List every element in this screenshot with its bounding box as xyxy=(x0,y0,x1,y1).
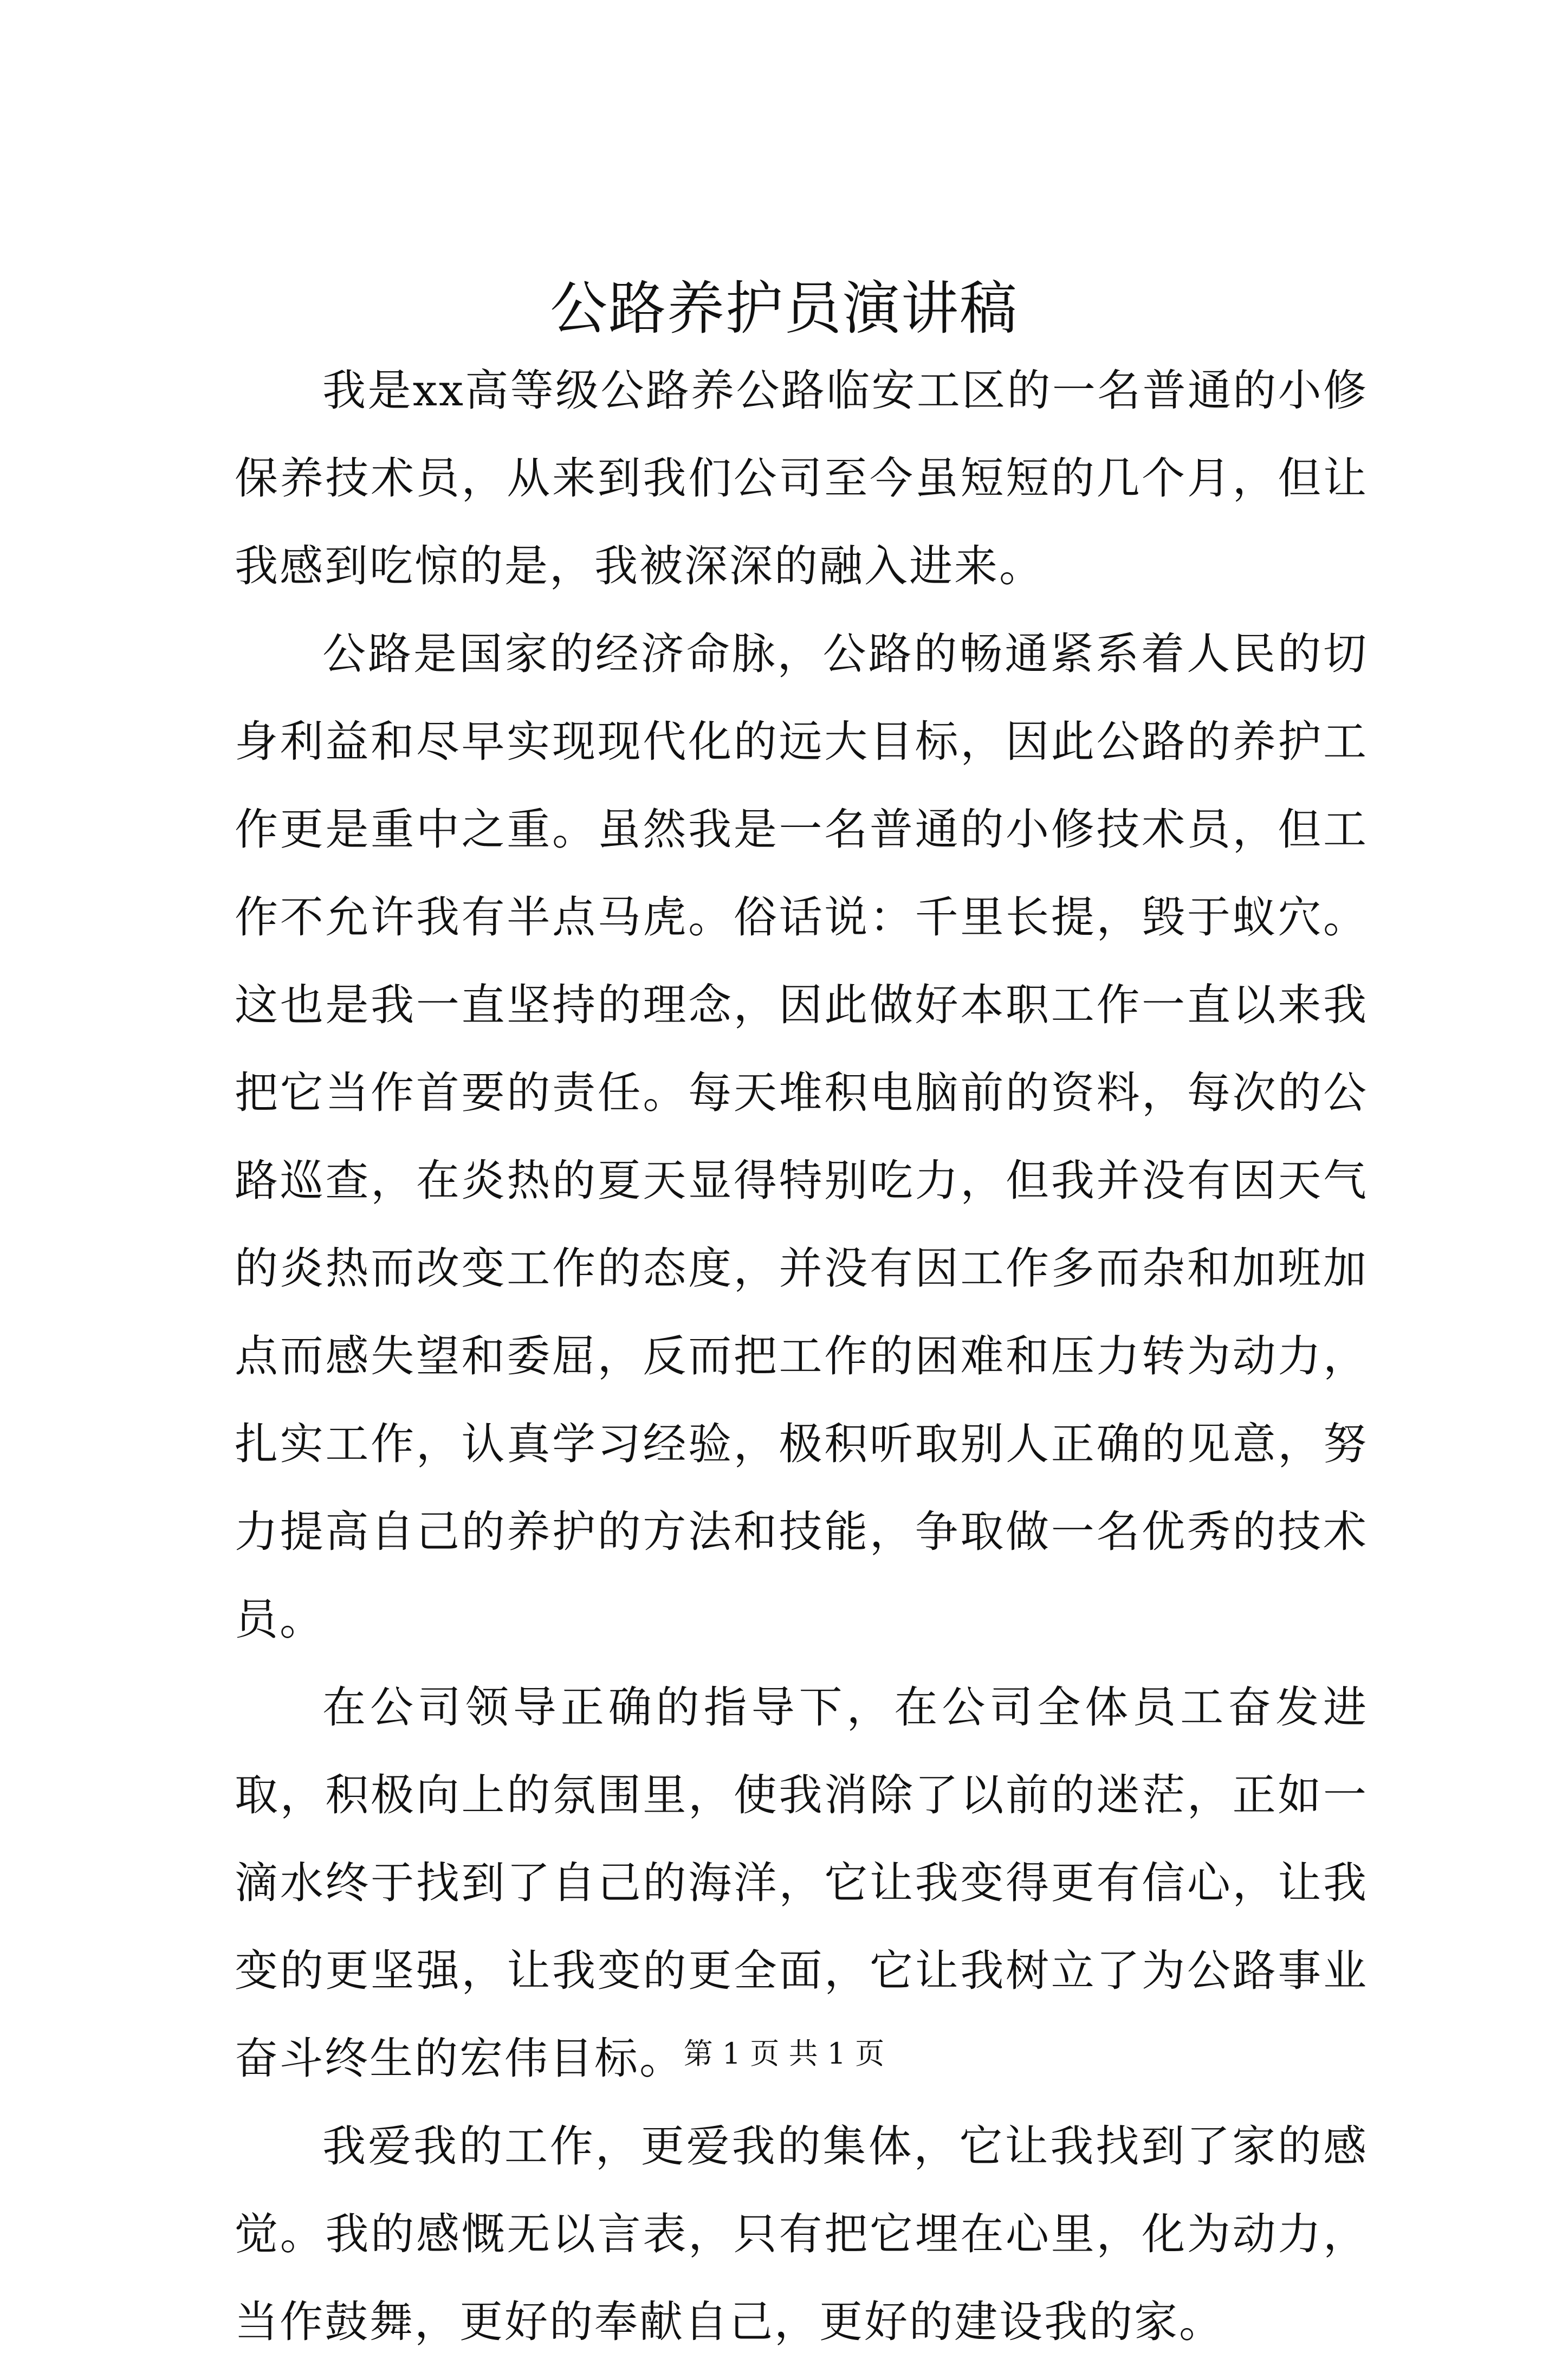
paragraph-4: 我爱我的工作，更爱我的集体，它让我找到了家的感觉。我的感慨无以言表，只有把它埋在心里，化为动力，当作鼓舞，更好的奉献自己，更好的建设我的家。 xyxy=(235,2121,1368,2347)
paragraph-1: 我是xx高等级公路养公路临安工区的一名普通的小修保养技术员，从来到我们公司至今虽短短的几个月，但让我感到吃惊的是，我被深深的融入进来。 xyxy=(235,365,1368,591)
paragraph-2: 公路是国家的经济命脉，公路的畅通紧系着人民的切身利益和尽早实现现代化的远大目标，因此公路的养护工作更是重中之重。虽然我是一名普通的小修技术员，但工作不允许我有半点马虎。俗话说：千里长提，毁于蚁穴。这也是我一直坚持的理念，因此做好本职工作一直以来我把它当作首要的责任。每天堆积电脑前的资料，每次的公路巡查，在炎热的夏天显得特别吃力，但我并没有因天气的炎热而改变工作的态度，并没有因工作多而杂和加班加点而感失望和委屈，反而把工作的困难和压力转为动力，扎实工作，认真学习经验，极积听取别人正确的见意，努力提高自己的养护的方法和技能，争取做一名优秀的技术员。 xyxy=(235,629,1368,1645)
page-number-footer: 第 1 页 共 1 页 xyxy=(683,2037,885,2071)
document-title: 公路养护员演讲稿 xyxy=(550,275,1018,342)
paragraph-3: 在公司领导正确的指导下，在公司全体员工奋发进取，积极向上的氛围里，使我消除了以前的迷茫，正如一滴水终于找到了自己的海洋，它让我变得更有信心，让我变的更坚强，让我变的更全面，它让我树立了为公路事业奋斗终生的宏伟目标。 xyxy=(235,1682,1368,2084)
